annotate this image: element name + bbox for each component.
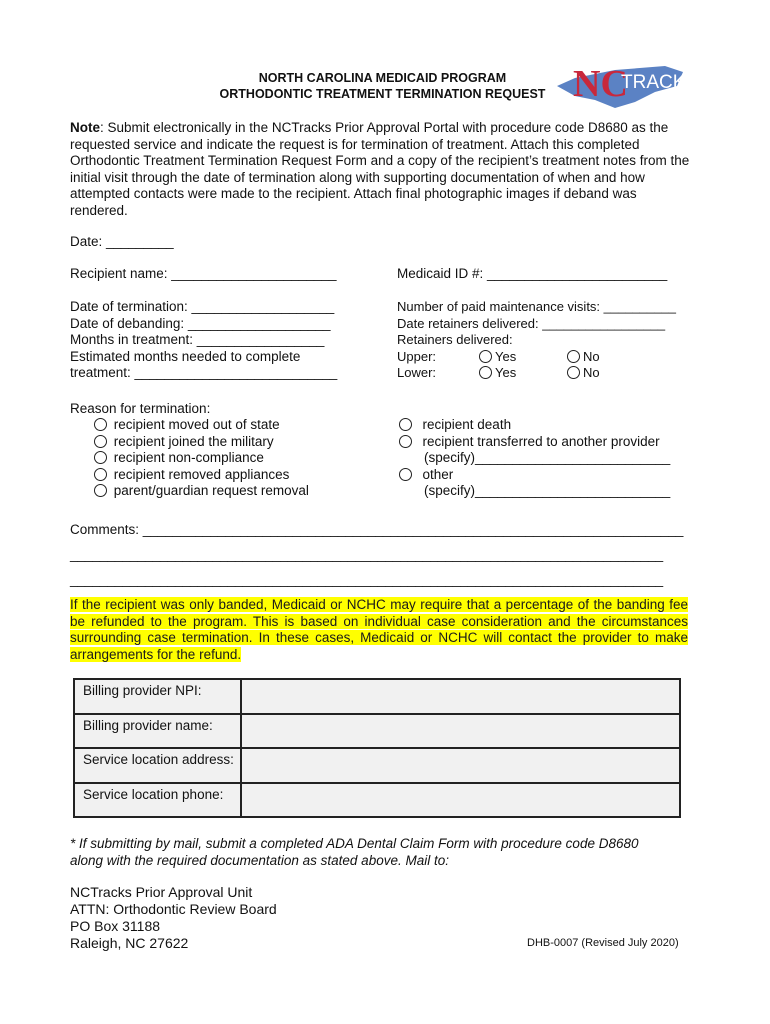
reason-label-text: recipient death <box>422 417 512 432</box>
lower-row <box>397 365 676 382</box>
upper-no-radio[interactable] <box>567 350 580 363</box>
reason-option-other[interactable] <box>399 467 670 484</box>
reason-option[interactable] <box>94 417 309 434</box>
reason-label: Reason for termination: <box>70 401 211 416</box>
npi-label: Billing provider NPI: <box>74 679 241 714</box>
svg-text:NC: NC <box>573 63 628 105</box>
refund-notice-text: If the recipient was only banded, Medicaid or NCHC may require that a percentage of the banding fee be refunded to the program. This is based on individual case consideration and the circumstances surrounding case termination. In these cases, Medicaid or NCHC will contact the provider to make arrangements for the refund. <box>70 597 688 662</box>
reason-radio[interactable] <box>399 468 412 481</box>
footnote-line: * If submitting by mail, submit a completed ADA Dental Claim Form with procedure code D8680 <box>70 836 639 851</box>
phone-label: Service location phone: <box>74 783 241 818</box>
address-label: Service location address: <box>74 748 241 783</box>
upper-yes-radio[interactable] <box>479 350 492 363</box>
reason-label-text: recipient transferred to another provider <box>422 433 660 449</box>
comments-line[interactable]: _______________________________________________________________________________ <box>70 547 664 562</box>
reason-label-text: recipient moved out of state <box>113 417 280 432</box>
reason-label-text: recipient non-compliance <box>113 450 264 466</box>
lower-yes-label: Yes <box>495 365 517 381</box>
transferred-specify-field[interactable]: (specify)__________________________ <box>424 450 671 466</box>
reason-radio[interactable] <box>94 484 107 497</box>
address-line: Raleigh, NC 27622 <box>70 935 189 951</box>
comments-line[interactable]: _______________________________________________________________________________ <box>70 572 664 587</box>
form-title <box>150 70 615 102</box>
provider-table <box>73 678 681 818</box>
reason-option-death[interactable] <box>399 417 670 434</box>
npi-input[interactable] <box>241 679 680 714</box>
lower-yes-radio[interactable] <box>479 366 492 379</box>
reason-label-text: recipient removed appliances <box>113 466 290 482</box>
note-text: : Submit electronically in the NCTracks Prior Approval Portal with procedure code D8680 as the requested service and indicate the request is for termination of treatment. Attach this completed Orthodontic Treatment Termination Request Form and a copy of the recipient’s treatment notes from the initial visit through the date of termination along with supporting documentation of when and how attempted contacts were made to the recipient. Attach final photographic images if deband was rendered. <box>70 120 690 218</box>
other-specify-field[interactable]: (specify)__________________________ <box>424 483 671 499</box>
refund-notice <box>70 597 688 663</box>
lower-no-radio[interactable] <box>567 366 580 379</box>
reason-radio[interactable] <box>399 435 412 448</box>
address-line: PO Box 31188 <box>70 918 161 934</box>
paid-visits-field[interactable]: Number of paid maintenance visits: __________ <box>397 299 676 314</box>
phone-input[interactable] <box>241 783 680 818</box>
lower-label: Lower: <box>397 365 437 381</box>
reason-radio[interactable] <box>94 451 107 464</box>
reason-option[interactable] <box>94 467 309 484</box>
comments-field[interactable]: Comments: ________________________________________________________________________ <box>70 522 684 537</box>
title-line-2: ORTHODONTIC TREATMENT TERMINATION REQUEST <box>219 87 546 101</box>
address-input[interactable] <box>241 748 680 783</box>
table-row <box>74 783 680 818</box>
provider-name-label: Billing provider name: <box>74 714 241 749</box>
form-id: DHB-0007 (Revised July 2020) <box>527 937 679 949</box>
estimated-months-label: Estimated months needed to complete <box>70 348 301 364</box>
date-field[interactable]: Date: _________ <box>70 234 174 249</box>
date-termination-field[interactable]: Date of termination: ___________________ <box>70 299 335 314</box>
address-line: ATTN: Orthodontic Review Board <box>70 901 277 917</box>
reason-option-transferred[interactable] <box>399 434 670 451</box>
table-row <box>74 679 680 714</box>
table-row <box>74 748 680 783</box>
estimated-months-field[interactable]: treatment: ___________________________ <box>70 365 338 381</box>
reason-label-text: parent/guardian request removal <box>113 483 309 499</box>
title-line-1: NORTH CAROLINA MEDICAID PROGRAM <box>258 71 507 85</box>
reason-radio[interactable] <box>399 418 412 431</box>
footnote-line: along with the required documentation as stated above. Mail to: <box>70 852 449 868</box>
mailing-address <box>70 884 277 952</box>
upper-yes-label: Yes <box>495 348 517 364</box>
reason-radio[interactable] <box>94 468 107 481</box>
reason-option[interactable] <box>94 434 309 451</box>
reason-option[interactable] <box>94 483 309 500</box>
months-treatment-field[interactable]: Months in treatment: _________________ <box>70 332 325 348</box>
upper-label: Upper: <box>397 348 437 364</box>
note-paragraph <box>70 120 695 220</box>
retainers-delivered-label: Retainers delivered: <box>397 332 513 348</box>
recipient-name-field[interactable]: Recipient name: ______________________ <box>70 266 337 281</box>
mail-footnote <box>70 836 639 869</box>
nctracks-logo <box>555 56 699 112</box>
medicaid-id-field[interactable]: Medicaid ID #: ________________________ <box>397 266 668 281</box>
provider-name-input[interactable] <box>241 714 680 749</box>
upper-row <box>397 349 676 366</box>
upper-no-label: No <box>583 348 600 364</box>
reason-radio[interactable] <box>94 418 107 431</box>
svg-text:TRACKS: TRACKS <box>621 72 699 93</box>
reason-label-text: other <box>422 466 454 482</box>
date-retainers-field[interactable]: Date retainers delivered: _________________ <box>397 315 666 331</box>
reason-radio[interactable] <box>94 435 107 448</box>
note-label: Note <box>70 120 100 135</box>
date-debanding-field[interactable]: Date of debanding: ___________________ <box>70 315 331 331</box>
lower-no-label: No <box>583 365 600 381</box>
table-row <box>74 714 680 749</box>
address-line: NCTracks Prior Approval Unit <box>70 884 253 900</box>
reason-option[interactable] <box>94 450 309 467</box>
reason-label-text: recipient joined the military <box>113 433 274 449</box>
